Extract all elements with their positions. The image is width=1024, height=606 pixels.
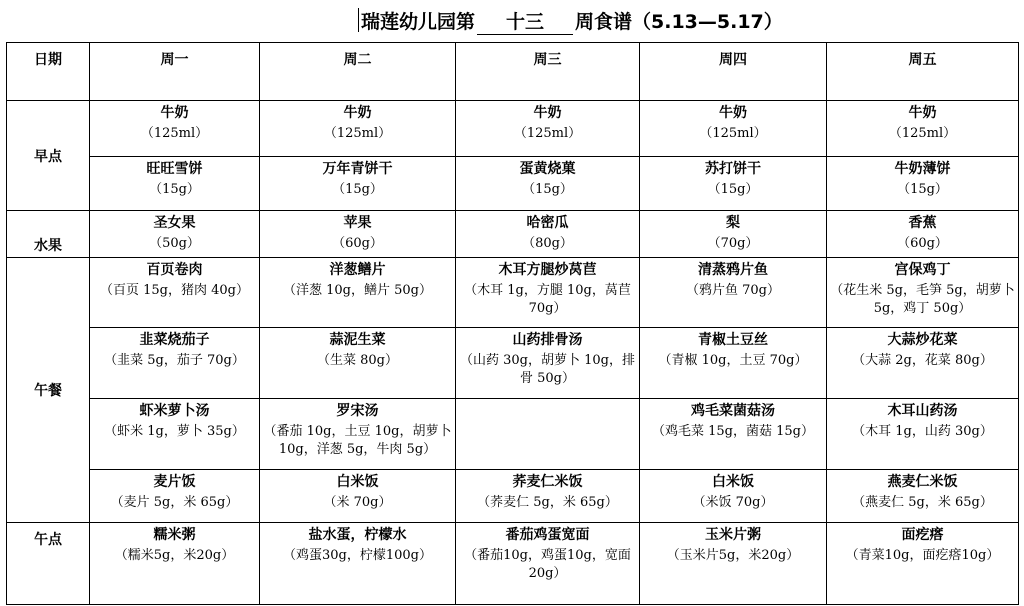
meal-cell: 牛奶 （125ml）: [456, 101, 640, 157]
meal-cell-empty: [456, 399, 640, 470]
header-date: 日期: [7, 43, 90, 101]
meal-cell: 山药排骨汤 （山药 30g，胡萝卜 10g，排骨 50g）: [456, 328, 640, 399]
text-cursor: [358, 8, 359, 32]
lunch-row: [7, 470, 1019, 523]
meal-cell: 旺旺雪饼 （15g）: [90, 157, 260, 211]
lunch-row: [7, 399, 1019, 470]
breakfast-snack-row: [7, 157, 1019, 211]
meal-cell: 虾米萝卜汤 （虾米 1g，萝卜 35g）: [90, 399, 260, 470]
meal-cell: 木耳山药汤 （木耳 1g，山药 30g）: [827, 399, 1019, 470]
meal-cell: 燕麦仁米饭 （燕麦仁 5g，米 65g）: [827, 470, 1019, 523]
meal-cell: 白米饭 （米 70g）: [260, 470, 456, 523]
fruit-row: [7, 211, 1019, 258]
row-label-breakfast: 早点: [7, 101, 90, 211]
meal-cell: 洋葱鳝片 （洋葱 10g，鳝片 50g）: [260, 258, 456, 328]
meal-cell: 盐水蛋，柠檬水 （鸡蛋30g，柠檬100g）: [260, 523, 456, 605]
meal-cell: 苹果 （60g）: [260, 211, 456, 258]
meal-cell: 糯米粥 （糯米5g，米20g）: [90, 523, 260, 605]
title-prefix: 瑞莲幼儿园第: [361, 11, 476, 33]
row-label-lunch: 午餐: [7, 258, 90, 523]
meal-cell: 牛奶 （125ml）: [90, 101, 260, 157]
meal-cell: 圣女果 （50g）: [90, 211, 260, 258]
header-day-thu: 周四: [640, 43, 827, 101]
meal-cell: 玉米片粥 （玉米片5g，米20g）: [640, 523, 827, 605]
meal-cell: 蛋黄烧菓 （15g）: [456, 157, 640, 211]
header-day-mon: 周一: [90, 43, 260, 101]
meal-cell: 苏打饼干 （15g）: [640, 157, 827, 211]
meal-cell: 牛奶 （125ml）: [640, 101, 827, 157]
meal-cell: 鸡毛菜菌菇汤 （鸡毛菜 15g，菌菇 15g）: [640, 399, 827, 470]
meal-cell: 宫保鸡丁 （花生米 5g，毛笋 5g，胡萝卜 5g，鸡丁 50g）: [827, 258, 1019, 328]
meal-cell: 荞麦仁米饭 （荞麦仁 5g，米 65g）: [456, 470, 640, 523]
meal-cell: 牛奶薄饼 （15g）: [827, 157, 1019, 211]
header-row: [7, 43, 1019, 101]
meal-cell: 麦片饭 （麦片 5g，米 65g）: [90, 470, 260, 523]
meal-cell: 梨 （70g）: [640, 211, 827, 258]
header-day-fri: 周五: [827, 43, 1019, 101]
lunch-row: [7, 328, 1019, 399]
meal-cell: 百页卷肉 （百页 15g，猪肉 40g）: [90, 258, 260, 328]
meal-cell: 哈密瓜 （80g）: [456, 211, 640, 258]
afternoon-row: [7, 523, 1019, 605]
meal-cell: 香蕉 （60g）: [827, 211, 1019, 258]
title-suffix: 周食谱（5.13—5.17）: [575, 11, 783, 33]
meal-cell: 青椒土豆丝 （青椒 10g，土豆 70g）: [640, 328, 827, 399]
meal-cell: 清蒸鸦片鱼 （鸦片鱼 70g）: [640, 258, 827, 328]
meal-cell: 大蒜炒花菜 （大蒜 2g，花菜 80g）: [827, 328, 1019, 399]
meal-cell: 万年青饼干 （15g）: [260, 157, 456, 211]
row-label-fruit: 水果: [7, 211, 90, 258]
title-week-number: 十三: [477, 10, 573, 35]
header-day-wed: 周三: [456, 43, 640, 101]
breakfast-milk-row: [7, 101, 1019, 157]
meal-cell: 牛奶 （125ml）: [827, 101, 1019, 157]
meal-cell: 韭菜烧茄子 （韭菜 5g，茄子 70g）: [90, 328, 260, 399]
meal-cell: 面疙瘩 （青菜10g，面疙瘩10g）: [827, 523, 1019, 605]
meal-cell: 蒜泥生菜 （生菜 80g）: [260, 328, 456, 399]
meal-cell: 罗宋汤 （番茄 10g，土豆 10g，胡萝卜 10g，洋葱 5g，牛肉 5g）: [260, 399, 456, 470]
meal-cell: 牛奶 （125ml）: [260, 101, 456, 157]
meal-cell: 白米饭 （米饭 70g）: [640, 470, 827, 523]
lunch-row: [7, 258, 1019, 328]
meal-cell: 木耳方腿炒莴苣 （木耳 1g，方腿 10g，莴苣 70g）: [456, 258, 640, 328]
weekly-menu-table: [6, 42, 1019, 605]
header-day-tue: 周二: [260, 43, 456, 101]
row-label-afternoon: 午点: [7, 523, 90, 605]
meal-cell: 番茄鸡蛋宽面 （番茄10g，鸡蛋10g，宽面20g）: [456, 523, 640, 605]
menu-title: [358, 6, 783, 38]
